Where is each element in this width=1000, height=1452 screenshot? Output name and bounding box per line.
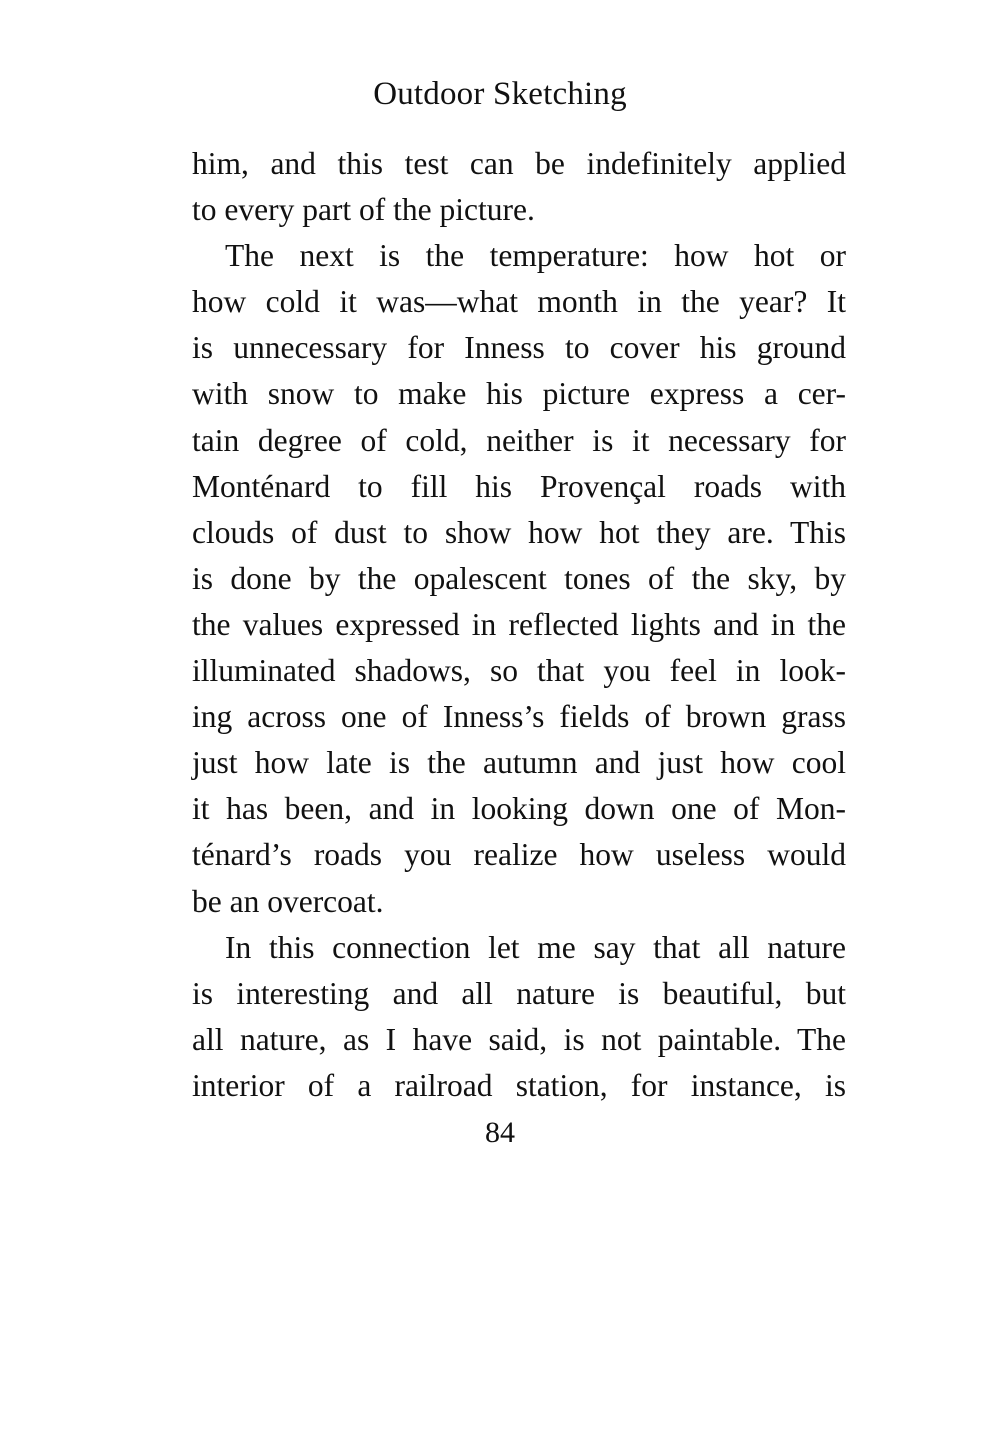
- text-line: Monténard to fill his Provençal roads with: [192, 468, 846, 504]
- text-line: ing across one of Inness’s fields of brown grass: [192, 699, 846, 735]
- text-line: it has been, and in looking down one of Mon-: [192, 791, 846, 827]
- text-line: the values expressed in reflected lights and in the: [192, 606, 846, 642]
- running-head: Outdoor Sketching: [373, 76, 627, 112]
- text-line: In this connection let me say that all nature: [225, 929, 846, 965]
- text-line: is interesting and all nature is beautiful, but: [192, 975, 846, 1011]
- text-line: illuminated shadows, so that you feel in look-: [192, 653, 846, 689]
- page-number: 84: [485, 1116, 515, 1149]
- text-line: tain degree of cold, neither is it necessary for: [192, 422, 846, 458]
- paragraph: [192, 141, 846, 233]
- text-line: just how late is the autumn and just how cool: [192, 745, 846, 781]
- text-line: ténard’s roads you realize how useless would: [192, 837, 846, 873]
- text-line: clouds of dust to show how hot they are. This: [192, 514, 846, 550]
- text-line: him, and this test can be indefinitely applied: [192, 146, 846, 181]
- text-line: The next is the temperature: how hot or: [225, 238, 846, 274]
- paragraph: [192, 233, 846, 924]
- text-line: interior of a railroad station, for instance, is: [192, 1067, 846, 1103]
- text-line: all nature, as I have said, is not paintable. The: [192, 1021, 846, 1057]
- paragraph: [192, 925, 846, 1109]
- text-line: is done by the opalescent tones of the sky, by: [192, 560, 846, 596]
- body-text: [192, 141, 846, 1109]
- text-line: is unnecessary for Inness to cover his ground: [192, 330, 846, 366]
- text-line: with snow to make his picture express a cer-: [192, 376, 846, 412]
- text-line: be an overcoat.: [192, 883, 384, 919]
- text-line: to every part of the picture.: [192, 192, 535, 228]
- text-line: how cold it was—what month in the year? It: [192, 284, 846, 320]
